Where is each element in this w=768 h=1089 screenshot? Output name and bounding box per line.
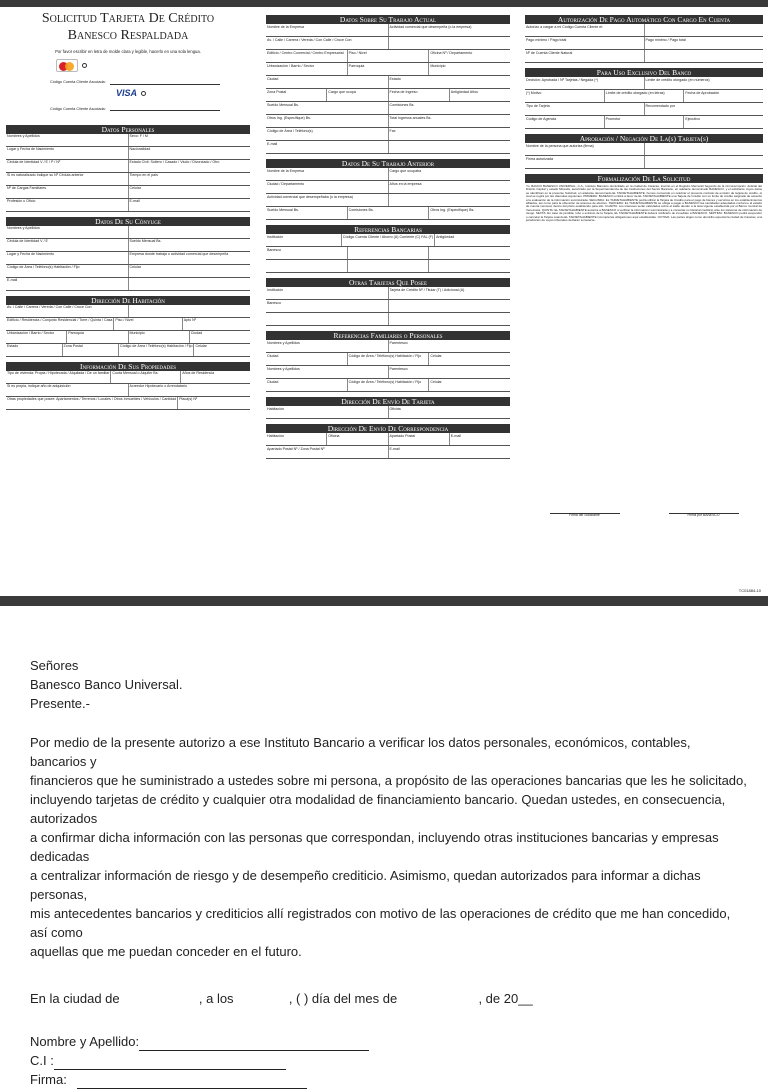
form-field[interactable]: Sueldo Mensual Bs.	[266, 207, 348, 219]
form-field[interactable]: Si es naturalizado Indique su Nº Cédula anterior	[6, 173, 129, 185]
form-row	[266, 50, 510, 63]
form-field[interactable]: Nombres y Apellidos	[266, 340, 389, 352]
form-field[interactable]: Sueldo Mensual Bs.	[129, 239, 162, 244]
form-field[interactable]: Av. / Calle / Carrera / Vereda / Con Calle / Cruce Con	[6, 305, 129, 317]
form-field[interactable]: Piso / Nivel	[348, 50, 430, 62]
body-line-2: financieros que he suministrado a ustedes sobre mi persona, a propósito de las operaciones bancarias que les he solicitado,	[30, 773, 747, 788]
form-field[interactable]	[645, 24, 764, 36]
form-field[interactable]: Oficina	[389, 406, 401, 411]
form-field[interactable]: Firma autorizada	[525, 156, 645, 168]
form-field[interactable]: Celular	[129, 186, 141, 191]
form-field[interactable]: Nombre de la Empresa	[266, 168, 389, 180]
form-field[interactable]: Apartado Postal Nº / Zona Postal Nº	[266, 446, 389, 458]
section-header: Datos Sobre Su Trabajo Actual	[266, 15, 510, 24]
form-row	[266, 89, 510, 102]
form-row	[6, 160, 250, 173]
form-row	[266, 194, 510, 207]
form-field[interactable]: Urbanización / Barrio / Sector	[266, 63, 348, 75]
form-field[interactable]: Código de Agencia	[525, 116, 605, 128]
form-field[interactable]: Parentesco	[389, 366, 408, 371]
form-field[interactable]: Tipo de vivienda: Propia / Hipotecada / Alquilada / De un familiar	[6, 371, 111, 383]
name-line: Nombre y Apellido:	[30, 1032, 750, 1051]
form-field[interactable]: E-mail	[6, 278, 129, 290]
form-field[interactable]: Nº de Cargas Familiares	[6, 186, 129, 198]
month-label: , ( ) día del mes de	[288, 991, 398, 1006]
form-field[interactable]: Municipio	[430, 63, 446, 68]
section-header: Dirección De Habitación	[6, 296, 250, 305]
form-field[interactable]: Ciudad / Departamento	[266, 181, 389, 193]
form-row	[525, 103, 763, 116]
form-row	[6, 344, 250, 357]
form-row	[6, 305, 250, 318]
form-field[interactable]: Años de Residencia	[182, 371, 215, 376]
form-row	[525, 143, 763, 156]
section-header: Datos Personales	[6, 125, 250, 134]
section-header: Referencias Bancarias	[266, 225, 510, 234]
form-field[interactable]: Celular	[195, 344, 207, 349]
form-field[interactable]: Celular	[430, 353, 442, 358]
form-row	[266, 379, 510, 392]
form-row	[6, 226, 250, 239]
form-row	[266, 340, 510, 353]
form-row	[525, 77, 763, 90]
form-field[interactable]: Nº de Cuenta Cliente Natural	[525, 50, 645, 62]
form-row	[6, 147, 250, 160]
form-field[interactable]	[389, 300, 511, 312]
form-field[interactable]: Profesión u Oficio	[6, 199, 129, 211]
signature-area	[525, 513, 763, 518]
form-field[interactable]: Cargo que ocupaba	[389, 168, 422, 173]
form-field[interactable]: Oficina Nº / Departamento	[430, 50, 473, 55]
form-field[interactable]: Celular	[430, 379, 442, 384]
form-field[interactable]: Código de Área / Teléfono(s) Habitación / Fijo	[348, 353, 430, 365]
form-field[interactable]	[129, 278, 251, 290]
form-field[interactable]: Nombre de la persona que autoriza (firma)	[525, 143, 645, 155]
form-row	[6, 239, 250, 252]
form-field[interactable]: Lugar y Fecha de Nacimiento	[6, 147, 129, 159]
form-field[interactable]: Edificio / Centro Comercial / Centro Empresarial	[266, 50, 348, 62]
form-column-1	[6, 10, 250, 594]
form-field[interactable]	[129, 226, 251, 238]
days-label: , a los	[198, 991, 234, 1006]
form-field[interactable]: Pago mínimo / Pago total	[525, 37, 645, 49]
form-row	[266, 181, 510, 194]
form-field[interactable]: Lugar y Fecha de Nacimiento	[6, 252, 129, 264]
form-field[interactable]: Código de Área / Teléfono(s) Habitación / Fijo	[6, 265, 129, 277]
form-field[interactable]: Tipo de Tarjeta	[525, 103, 645, 115]
body-line-3: incluyendo tarjetas de crédito y cualquier otra modalidad de financiamiento bancario. Quedan ustedes, en consecuencia, autorizados	[30, 792, 726, 826]
section-header: Para Uso Exclusivo Del Banco	[525, 68, 763, 77]
mastercard-account-line[interactable]: Código Cuenta Cliente Asociada:	[50, 79, 106, 84]
form-field[interactable]: Fecha de Aprobación	[685, 90, 720, 95]
form-field[interactable]: Comisiones Bs.	[348, 207, 430, 219]
form-row	[525, 156, 763, 169]
form-field[interactable]: Ciudad	[266, 379, 348, 391]
form-field[interactable]: Edificio / Residencia / Conjunto Residencial / Torre / Quinta / Casa	[6, 318, 114, 330]
greeting-line-1: Señores	[30, 658, 79, 673]
form-field[interactable]	[645, 50, 764, 62]
form-field[interactable]: Cédula de Identidad V / E	[6, 239, 129, 251]
form-field[interactable]: Otros Ing. (Especifique) Bs.	[430, 207, 475, 212]
section-header: Datos De Su Trabajo Anterior	[266, 159, 510, 168]
form-row	[6, 134, 250, 147]
name-field[interactable]	[139, 1036, 369, 1051]
section-header: Otras Tarjetas Que Posee	[266, 278, 510, 287]
form-field[interactable]	[389, 37, 511, 49]
form-row	[6, 384, 250, 397]
form-field[interactable]: Otras propiedades que posee: Apartamentos / Terrenos / Locales / Otros Inmuebles / Vehículos / Cantidad	[6, 397, 178, 409]
mastercard-radio[interactable]	[82, 63, 87, 68]
visa-radio[interactable]	[141, 91, 146, 96]
form-field[interactable]	[645, 143, 764, 155]
form-field[interactable]: Código de Área / Teléfono(s) Habitación / Fijo	[119, 344, 194, 356]
form-row	[266, 24, 510, 37]
form-row	[6, 397, 250, 410]
form-row	[6, 265, 250, 278]
form-field[interactable]: Fax	[389, 128, 396, 133]
form-field[interactable]	[645, 156, 764, 168]
visa-logo-icon: VISA	[116, 88, 138, 99]
form-field[interactable]	[429, 260, 510, 272]
form-field[interactable]: Nombre de la Empresa	[266, 24, 389, 36]
form-field[interactable]	[266, 260, 348, 272]
form-field[interactable]: Estado Civil: Soltero / Casado / Viudo / Divorciado / Otro	[129, 160, 220, 165]
form-field[interactable]	[429, 247, 510, 259]
body-line-4: a confirmar dicha información con las personas que correspondan, incluyendo otras instituciones bancarias y empresas dedicadas	[30, 830, 719, 864]
form-field[interactable]: Años en la empresa	[389, 181, 422, 186]
section-header: Información De Sus Propiedades	[6, 362, 250, 371]
form-field[interactable]: Ciudad	[266, 353, 348, 365]
letter-body	[30, 733, 750, 961]
form-field[interactable]: Antigüedad	[436, 234, 455, 239]
form-field[interactable]: Cuota Mensual o Alquiler Bs.	[111, 371, 181, 383]
firma-line: Firma:	[30, 1070, 750, 1089]
form-field[interactable]: E-mail	[389, 446, 400, 451]
form-field[interactable]: Ciudad	[266, 76, 389, 88]
form-field[interactable]: Placa(s) Nº	[179, 397, 198, 402]
form-subtitle: Banesco Respaldada	[67, 28, 189, 43]
form-row	[266, 446, 510, 459]
mastercard-logo-icon	[56, 59, 78, 72]
form-field[interactable]: Av. / Calle / Carrera / Vereda / Con Calle / Cruce Con	[266, 37, 389, 49]
form-field[interactable]: Límite de crédito otorgado (en números)	[645, 77, 710, 82]
form-field[interactable]: Nombres y Apellidos	[6, 134, 129, 146]
form-field[interactable]: Actividad comercial que desempeña (o la empresa)	[389, 24, 472, 29]
form-field[interactable]	[348, 247, 430, 259]
form-field[interactable]: Ejecutivo	[685, 116, 700, 121]
form-field[interactable]: Comisiones Bs.	[389, 102, 415, 107]
form-field[interactable]: Sexo: F / M	[129, 134, 148, 139]
form-row	[525, 50, 763, 63]
date-line	[30, 989, 750, 1008]
form-field[interactable]: Acreedor Hipotecario o Arrendatario	[129, 384, 187, 389]
form-field[interactable]: Banesco	[266, 247, 348, 259]
form-row	[266, 366, 510, 379]
form-field[interactable]: Nombres y Apellidos	[6, 226, 129, 238]
form-field[interactable]: Institución	[266, 287, 389, 299]
form-field[interactable]: Decisión: Aprobada / Nº Tarjetas / Negada (*)	[525, 77, 645, 89]
form-row	[266, 141, 510, 154]
form-field[interactable]: Estado	[389, 76, 401, 81]
form-row	[266, 115, 510, 128]
col3-sections	[525, 15, 763, 183]
form-field[interactable]	[389, 194, 511, 206]
form-field[interactable]: Estado	[6, 344, 63, 356]
greeting-line-3: Presente.-	[30, 696, 90, 711]
form-row	[6, 186, 250, 199]
body-line-7: aquellas que me puedan conceder en el futuro.	[30, 944, 302, 959]
form-field[interactable]: Habitación	[266, 406, 389, 418]
form-row	[266, 128, 510, 141]
ci-line: C.I :	[30, 1051, 750, 1070]
body-line-5: a centralizar información de riesgo y de desempeño crediticio. Asimismo, quedan autorizados para informar a dichas personas,	[30, 868, 701, 902]
form-field[interactable]: Apto Nº	[183, 318, 197, 323]
form-row	[6, 173, 250, 186]
form-column-3	[525, 10, 763, 594]
visa-account-line[interactable]: Código Cuenta Cliente Asociada:	[50, 106, 106, 111]
form-field[interactable]: Habitación	[266, 433, 327, 445]
form-field[interactable]: Promotor	[605, 116, 685, 128]
form-row	[266, 406, 510, 419]
form-field[interactable]	[266, 313, 389, 325]
greeting-line-2: Banesco Banco Universal.	[30, 677, 183, 692]
section-header: Autorización De Pago Automático Con Cargo En Cuenta	[525, 15, 763, 24]
form-field[interactable]: Piso / Nivel	[114, 318, 182, 330]
form-field[interactable]: Parroquia	[348, 63, 430, 75]
section-header: Formalización De La Solicitud	[525, 174, 763, 183]
form-field[interactable]: Parroquia	[67, 331, 128, 343]
form-row	[266, 260, 510, 273]
form-row	[266, 234, 510, 247]
form-field[interactable]: Código Cuenta Cliente / Ahorro (A) Corriente (C) FAL (F)	[342, 234, 435, 246]
form-row	[266, 313, 510, 326]
form-row	[266, 63, 510, 76]
form-field[interactable]: Oficina	[327, 433, 388, 445]
form-row	[6, 371, 250, 384]
form-field[interactable]: Empresa donde trabaja o actividad comercial que desempeña	[129, 252, 229, 257]
form-field[interactable]: Código de Área / Teléfono(s) Habitación / Fijo	[348, 379, 430, 391]
section-header: Dirección De Envío De Correspondencia	[266, 424, 510, 433]
form-field[interactable]	[129, 305, 251, 317]
form-field[interactable]: Límite de crédito otorgado (en letras)	[605, 90, 685, 102]
form-row	[266, 353, 510, 366]
col1-sections	[6, 125, 250, 410]
form-field[interactable]: Municipio	[129, 331, 190, 343]
form-title: Solicitud Tarjeta De Crédito	[41, 11, 215, 26]
form-instructions: Por favor escribir en letra de molde clara y legible, hacerlo en una sola lengua.	[55, 49, 201, 54]
form-field[interactable]	[389, 313, 511, 325]
form-row	[266, 102, 510, 115]
form-field[interactable]: Cargo que ocupa	[327, 89, 388, 101]
form-row	[6, 278, 250, 291]
form-field[interactable]	[348, 260, 430, 272]
form-row	[6, 331, 250, 344]
city-label: En la ciudad de	[30, 991, 120, 1006]
form-field[interactable]: Tarjeta de Crédito Nº / Titular (T) / Adicional (A)	[389, 287, 465, 292]
form-field[interactable]: Apartado Postal	[389, 433, 450, 445]
form-row	[6, 252, 250, 265]
form-field[interactable]: Antigüedad Años	[450, 89, 478, 94]
authorization-letter	[30, 656, 750, 1089]
form-field[interactable]: Cédula de Identidad V / E / P / Nº	[6, 160, 129, 172]
form-code: TC01884-10	[738, 588, 761, 594]
form-row	[525, 116, 763, 129]
form-row	[6, 199, 250, 212]
form-field[interactable]: Parentesco	[389, 340, 408, 345]
form-row	[6, 318, 250, 331]
bank-signature[interactable]: Firma por BANESCO	[669, 513, 739, 518]
applicant-signature[interactable]: Firma del Solicitante	[550, 513, 620, 518]
bottom-border	[0, 596, 768, 606]
firma-field[interactable]	[77, 1074, 307, 1089]
form-field[interactable]: Banesco	[266, 300, 389, 312]
form-field[interactable]: Nacionalidad	[129, 147, 151, 152]
form-field[interactable]: Institución	[266, 234, 342, 246]
year-label: , de 20__	[478, 991, 533, 1006]
form-field[interactable]: Recomendado por	[645, 103, 676, 108]
form-field[interactable]: Autorizo a cargar a mi Código Cuenta Cliente el:	[525, 24, 645, 36]
top-border	[0, 0, 768, 7]
form-field[interactable]: E-mail	[450, 433, 461, 438]
form-field[interactable]: E-mail	[266, 141, 389, 153]
section-header: Datos De Su Cónyuge	[6, 217, 250, 226]
form-field[interactable]: Actividad comercial que desempeñaba (o la empresa)	[266, 194, 389, 206]
body-line-1: Por medio de la presente autorizo a ese Instituto Bancario a verificar los datos personales, económicos, contables, bancarios y	[30, 735, 691, 769]
form-field[interactable]: Ciudad	[190, 331, 203, 336]
form-field[interactable]: E-mail	[129, 199, 140, 204]
body-line-6: mis antecedentes bancarios y crediticios allí registrados con motivo de las operaciones de crédito que me han concedido, así como	[30, 906, 731, 940]
form-field[interactable]: (*) Motivo	[525, 90, 605, 102]
section-header: Referencias Familiares o Personales	[266, 331, 510, 340]
legal-terms: Yo, BANCO BANESCO UNIVERSAL, C.A., Instituto Bancario domiciliado en la ciudad de Caracas, inscrito en el Registro Mercantil Segundo de la Circunscripción Judicial del Distrito Capital y estado Miranda, autorizado por la Superintendencia de las Instituciones del Sector Bancario, en adelante denominado BANESCO, y el solicitante cuyos datos se identifican en la presente Solicitud, en adelante denominado EL TARJETAHABIENTE, hemos convenido en celebrar el presente contrato de emisión de tarjeta de crédito, el cual se regirá por las cláusulas siguientes. PRIMERA: BANESCO emitirá a favor de EL TARJETAHABIENTE una Tarjeta de Crédito con un límite de crédito asignado de acuerdo a la evaluación de la información suministrada. SEGUNDA: EL TARJETAHABIENTE podrá utilizar la Tarjeta de Crédito para el pago de bienes y servicios en los establecimientos afiliados, así como para la obtención de avances de efectivo. TERCERA: EL TARJETAHABIENTE se obliga a pagar a BANESCO las cantidades adeudadas conforme al estado de cuenta mensual, dentro del plazo establecido para ello. CUARTA: Los intereses serán calculados sobre el saldo deudor a la tasa vigente establecida por el Banco Central de Venezuela. QUINTA: EL TARJETAHABIENTE autoriza a BANESCO a verificar la información suministrada y a consultar su historial crediticio ante los sistemas de información de riesgo. SEXTA: En caso de pérdida, robo o extravío de la Tarjeta, EL TARJETAHABIENTE deberá notificarlo de inmediato a BANESCO. SÉPTIMA: BANESCO podrá suspender o cancelar la Tarjeta cuando EL TARJETAHABIENTE incumpla las obligaciones aquí establecidas. OCTAVA: Las partes eligen como domicilio especial la ciudad de Caracas, a la jurisdicción de cuyos tribunales declaran someterse.	[526, 184, 762, 223]
form-row	[266, 300, 510, 313]
form-field[interactable]: Celular	[129, 265, 141, 270]
form-field[interactable]: Fecha de Ingreso	[389, 89, 450, 101]
form-field[interactable]: Zona Postal	[266, 89, 327, 101]
section-header: Aprobación / Negación De La(s) Tarjeta(s)	[525, 134, 763, 143]
form-row	[525, 37, 763, 50]
form-row	[266, 433, 510, 446]
form-field[interactable]: Total ingresos anuales Bs.	[389, 115, 432, 120]
form-row	[266, 247, 510, 260]
form-row	[525, 90, 763, 103]
section-header: Dirección De Envío De Tarjeta	[266, 397, 510, 406]
form-field[interactable]: Zona Postal	[63, 344, 120, 356]
form-field[interactable]: Otros Ing. (Especifique) Bs.	[266, 115, 389, 127]
form-row	[266, 168, 510, 181]
form-field[interactable]: Urbanización / Barrio / Sector	[6, 331, 67, 343]
form-row	[525, 24, 763, 37]
visa-option[interactable]	[116, 88, 250, 98]
mastercard-option[interactable]	[56, 59, 250, 72]
form-field[interactable]: Tiempo en el país	[129, 173, 158, 178]
form-row	[266, 76, 510, 89]
col2-sections	[266, 15, 510, 459]
form-row	[266, 37, 510, 50]
form-field[interactable]: Sueldo Mensual Bs.	[266, 102, 389, 114]
form-row	[266, 287, 510, 300]
form-field[interactable]: Código de Área / Teléfono(s)	[266, 128, 389, 140]
ci-field[interactable]	[54, 1055, 286, 1070]
form-field[interactable]: Si es propia, indique año de adquisición	[6, 384, 129, 396]
form-row	[266, 207, 510, 220]
form-field[interactable]: Nombres y Apellidos	[266, 366, 389, 378]
form-field[interactable]	[389, 141, 511, 153]
form-column-2	[266, 10, 510, 594]
form-field[interactable]: Pago mínimo / Pago total	[645, 37, 686, 42]
